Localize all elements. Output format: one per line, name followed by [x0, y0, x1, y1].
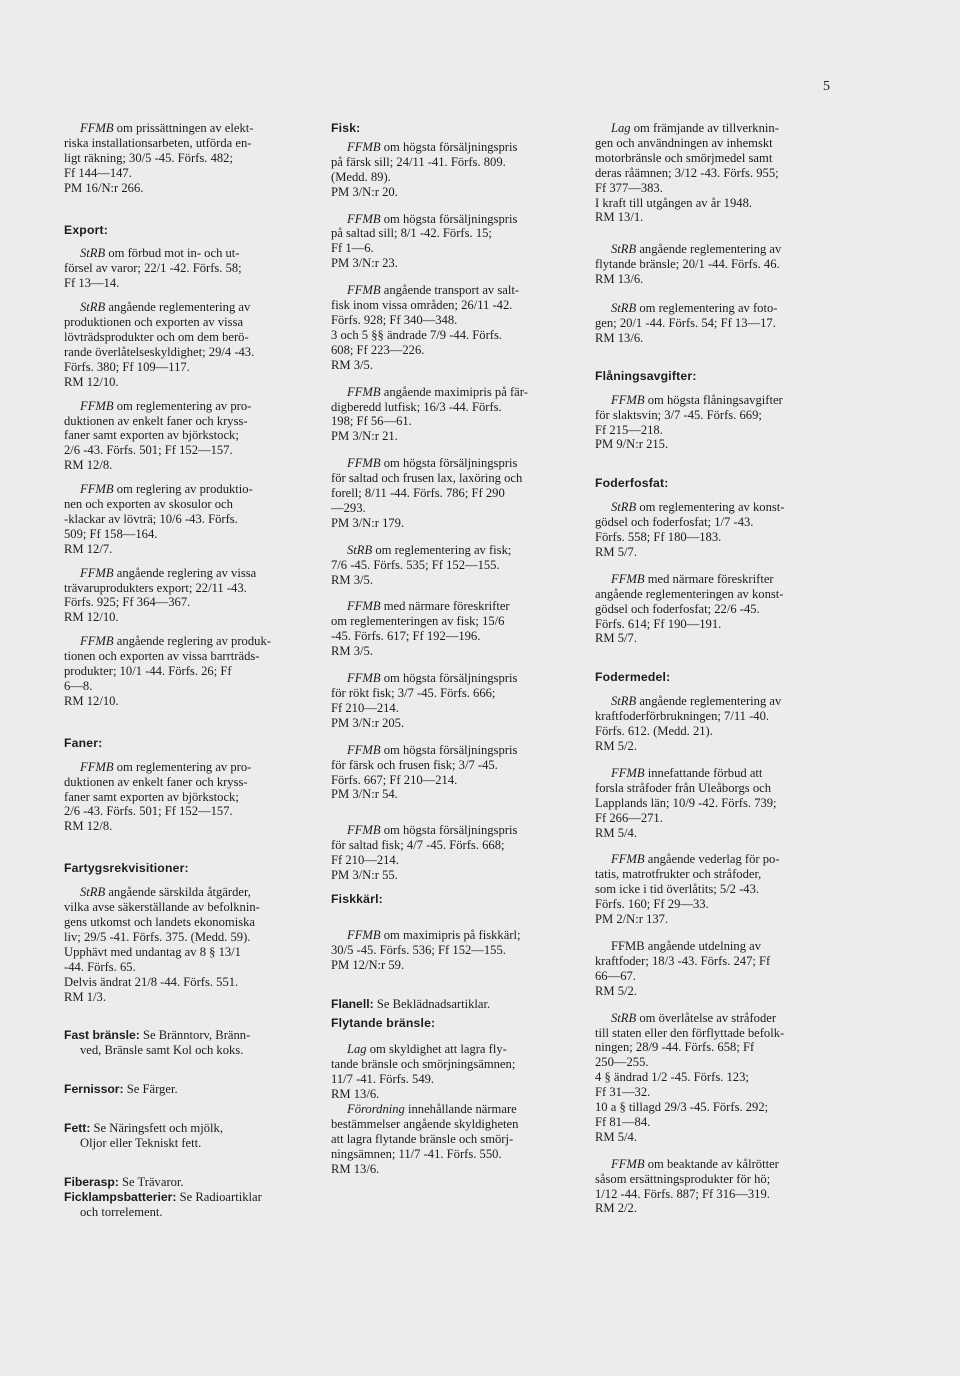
- entry-line: 30/5 -45. Förfs. 536; Ff 152—155.: [331, 942, 506, 957]
- entry-line: för slaktsvin; 3/7 -45. Förfs. 669;: [595, 407, 762, 422]
- entry-line: forsla stråfoder från Uleåborgs och: [595, 780, 772, 795]
- register-column-3: [595, 121, 843, 1216]
- entry-line: att lagra flytande bränsle och smörj-: [331, 1131, 514, 1146]
- entry-line: RM 12/7.: [64, 541, 113, 556]
- register-entry: [595, 242, 843, 287]
- entry-line: (Medd. 89).: [331, 169, 391, 184]
- entry-line: RM 3/5.: [331, 644, 373, 659]
- register-entry: [595, 694, 843, 754]
- entry-line: RM 5/2.: [595, 983, 637, 998]
- cross-reference-term: Fiberasp:: [64, 1174, 119, 1189]
- entry-line: Ff 266—271.: [595, 810, 663, 825]
- entry-line: ligt räkning; 30/5 -45. Förfs. 482;: [64, 150, 233, 165]
- entry-line: på saltad sill; 8/1 -42. Förfs. 15;: [331, 226, 492, 241]
- entry-line: Förfs. 160; Ff 29—33.: [595, 897, 709, 912]
- entry-line: FFMB om högsta försäljningspris: [347, 456, 518, 471]
- cross-reference: [64, 1175, 316, 1190]
- entry-line: FFMB om reglementering av pro-: [80, 398, 252, 413]
- entry-line: StRB om överlåtelse av stråfoder: [611, 1010, 777, 1025]
- register-entry: [595, 500, 843, 560]
- entry-line: 7/6 -45. Förfs. 535; Ff 152—155.: [331, 557, 500, 572]
- entry-line: Förordning innehållande närmare: [347, 1102, 517, 1117]
- entry-line: gens utkomst och landets ekonomiska: [64, 914, 255, 929]
- entry-line: tande bränsle och smörjningsämnen;: [331, 1057, 516, 1072]
- entry-line: StRB angående särskilda åtgärder,: [80, 885, 251, 900]
- entry-line: RM 13/6.: [331, 1161, 380, 1176]
- entry-line: 66—67.: [595, 968, 636, 983]
- entry-line: StRB angående reglementering av: [611, 694, 782, 709]
- entry-line: PM 3/N:r 23.: [331, 256, 398, 271]
- section-heading: Flåningsavgifter:: [595, 368, 697, 383]
- entry-line: Ff 1—6.: [331, 241, 374, 256]
- entry-line: RM 3/5.: [331, 357, 373, 372]
- entry-line: Lag om skyldighet att lagra fly-: [347, 1042, 507, 1057]
- register-entry: [331, 456, 579, 531]
- cross-reference: [64, 1121, 316, 1151]
- entry-line: riska installationsarbeten, utförda en-: [64, 135, 252, 150]
- entry-line: Lapplands län; 10/9 -42. Förfs. 739;: [595, 795, 777, 810]
- register-entry: [595, 1157, 843, 1217]
- entry-line: FFMB om högsta försäljningspris: [347, 823, 518, 838]
- entry-line: FFMB angående transport av salt-: [347, 283, 520, 298]
- entry-line: 4 § ändrad 1/2 -45. Förfs. 123;: [595, 1070, 749, 1085]
- section-heading: Flytande bränsle:: [331, 1015, 436, 1030]
- entry-line: 10 a § tillagd 29/3 -45. Förfs. 292;: [595, 1100, 769, 1115]
- entry-line: RM 3/5.: [331, 572, 373, 587]
- cross-reference-term: Fett:: [64, 1121, 91, 1136]
- entry-line: PM 3/N:r 205.: [331, 715, 405, 730]
- cross-reference-target: Se Näringsfett och mjölk,: [90, 1121, 223, 1136]
- register-entry: [331, 212, 579, 272]
- register-entry: [595, 121, 843, 225]
- entry-line: PM 2/N:r 137.: [595, 912, 669, 927]
- entry-line: gödsel och foderfosfat; 1/7 -43.: [595, 515, 754, 530]
- entry-line: 509; Ff 158—164.: [64, 526, 158, 541]
- entry-line: rande överlåtelseskyldighet; 29/4 -43.: [64, 344, 255, 359]
- entry-line: Förfs. 928; Ff 340—348.: [331, 312, 458, 327]
- entry-line: fisk inom vissa områden; 26/11 -42.: [331, 298, 513, 313]
- entry-line: faner samt exporten av björkstock;: [64, 789, 239, 804]
- entry-line: RM 5/4.: [595, 1129, 637, 1144]
- entry-line: trävaruprodukters export; 22/11 -43.: [64, 580, 247, 595]
- register-entry: [595, 939, 843, 999]
- entry-line: StRB om reglementering av foto-: [611, 301, 778, 316]
- entry-line: 2/6 -43. Förfs. 501; Ff 152—157.: [64, 804, 233, 819]
- page-number: 5: [823, 79, 830, 94]
- cross-reference-term: Fast bränsle:: [64, 1028, 140, 1043]
- entry-line: 2/6 -43. Förfs. 501; Ff 152—157.: [64, 443, 233, 458]
- entry-line: RM 5/7.: [595, 544, 637, 559]
- entry-line: Ff 13—14.: [64, 276, 120, 291]
- entry-line: FFMB med närmare föreskrifter: [347, 599, 510, 614]
- cross-reference: [64, 1190, 316, 1220]
- entry-line: PM 3/N:r 179.: [331, 515, 405, 530]
- entry-line: FFMB om högsta försäljningspris: [347, 742, 518, 757]
- entry-line: FFMB angående vederlag för po-: [611, 852, 780, 867]
- entry-line: nen och exporten av skosulor och: [64, 497, 233, 512]
- entry-line: duktionen av enkelt faner och kryss-: [64, 774, 248, 789]
- entry-line: RM 12/8.: [64, 819, 113, 834]
- section-heading: Fartygsrekvisitioner:: [64, 861, 189, 876]
- entry-line: som icke i tid överlåtits; 5/2 -43.: [595, 882, 760, 897]
- entry-line: 11/7 -41. Förfs. 549.: [331, 1072, 435, 1087]
- entry-line: Ff 81—84.: [595, 1114, 651, 1129]
- register-column-1: [64, 121, 316, 1220]
- section-heading: Export:: [64, 222, 109, 237]
- entry-line: Förfs. 612. (Medd. 21).: [595, 724, 713, 739]
- entry-line: 6—8.: [64, 679, 93, 693]
- entry-line: -klackar av lövträ; 10/6 -43. Förfs.: [64, 511, 238, 526]
- entry-line: PM 3/N:r 21.: [331, 429, 398, 444]
- register-entry: [331, 743, 579, 803]
- entry-line: faner samt exporten av björkstock;: [64, 428, 239, 443]
- entry-line: RM 12/10.: [64, 610, 119, 625]
- entry-line: vilka avse säkerställande av befolknin-: [64, 900, 260, 915]
- entry-line: RM 5/2.: [595, 739, 637, 753]
- cross-reference-target: Oljor eller Tekniskt fett.: [80, 1136, 202, 1151]
- register-entry: [595, 1011, 843, 1145]
- entry-line: Upphävt med undantag av 8 § 13/1: [64, 944, 241, 959]
- entry-line: Förfs. 667; Ff 210—214.: [331, 772, 458, 787]
- entry-line: I kraft till utgången av år 1948.: [595, 195, 753, 210]
- entry-line: FFMB om prissättningen av elekt-: [80, 121, 254, 135]
- entry-line: Lag om främjande av tillverknin-: [611, 121, 779, 135]
- entry-line: på färsk sill; 24/11 -41. Förfs. 809.: [331, 154, 506, 169]
- cross-reference-target: Se Bränntorv, Bränn-: [139, 1028, 251, 1043]
- entry-line: 198; Ff 56—61.: [331, 414, 412, 429]
- entry-line: liv; 29/5 -41. Förfs. 375. (Medd. 59).: [64, 929, 251, 944]
- entry-line: RM 12/8.: [64, 458, 113, 473]
- entry-line: FFMB om beaktande av kålrötter: [611, 1156, 779, 1171]
- entry-line: FFMB angående reglering av vissa: [80, 565, 257, 580]
- section-heading: Faner:: [64, 735, 103, 750]
- cross-reference: [64, 1082, 316, 1097]
- register-entry: [331, 1042, 579, 1102]
- section-heading: Fiskkärl:: [331, 891, 383, 906]
- entry-line: FFMB angående utdelning av: [611, 938, 762, 953]
- entry-line: PM 9/N:r 215.: [595, 437, 669, 452]
- register-entry: [64, 482, 316, 557]
- entry-line: ningen; 28/9 -44. Förfs. 658; Ff: [595, 1040, 755, 1055]
- entry-line: RM 13/6.: [595, 272, 644, 287]
- entry-line: PM 3/N:r 55.: [331, 868, 398, 883]
- entry-line: digberedd lutfisk; 16/3 -44. Förfs.: [331, 399, 502, 414]
- entry-line: tatis, matrotfrukter och stråfoder,: [595, 867, 762, 882]
- entry-line: PM 16/N:r 266.: [64, 180, 144, 195]
- entry-line: RM 13/1.: [595, 210, 644, 225]
- entry-line: Förfs. 925; Ff 364—367.: [64, 595, 191, 610]
- entry-line: kraftfoder; 18/3 -43. Förfs. 247; Ff: [595, 953, 771, 968]
- register-entry: [331, 543, 579, 588]
- entry-line: Förfs. 614; Ff 190—191.: [595, 616, 722, 631]
- entry-line: Ff 210—214.: [331, 700, 399, 715]
- register-entry: [64, 246, 316, 291]
- entry-line: Ff 377—383.: [595, 180, 663, 195]
- entry-line: angående reglementeringen av konst-: [595, 586, 784, 601]
- register-entry: [64, 300, 316, 389]
- entry-line: såsom ersättningsprodukter för hö;: [595, 1171, 771, 1186]
- entry-line: gen; 20/1 -44. Förfs. 54; Ff 13—17.: [595, 315, 776, 330]
- register-entry: [64, 760, 316, 835]
- register-entry: [64, 399, 316, 474]
- entry-line: tionen och exporten av vissa barrträds-: [64, 649, 260, 664]
- entry-line: FFMB om högsta försäljningspris: [347, 139, 518, 154]
- entry-line: FFMB om högsta flåningsavgifter: [611, 392, 783, 407]
- entry-line: RM 12/10.: [64, 374, 119, 389]
- entry-line: —293.: [331, 500, 366, 515]
- entry-line: gödsel och foderfosfat; 22/6 -45.: [595, 601, 760, 616]
- entry-line: deras råämnen; 3/12 -43. Förfs. 955;: [595, 165, 779, 180]
- cross-reference-term: Flanell:: [331, 996, 374, 1011]
- entry-line: RM 5/4.: [595, 825, 637, 840]
- entry-line: till staten eller den förflyttade befolk-: [595, 1025, 785, 1040]
- section-heading: Fodermedel:: [595, 670, 671, 685]
- register-entry: [331, 1102, 579, 1177]
- cross-reference-target: ved, Bränsle samt Kol och koks.: [80, 1043, 244, 1058]
- entry-line: produktionen och exporten av vissa: [64, 315, 244, 330]
- register-entry: [595, 852, 843, 927]
- cross-reference-term: Ficklampsbatterier:: [64, 1189, 177, 1204]
- entry-line: för färsk och frusen fisk; 3/7 -45.: [331, 757, 498, 772]
- entry-line: för rökt fisk; 3/7 -45. Förfs. 666;: [331, 686, 496, 700]
- cross-reference-target: Se Beklädnadsartiklar.: [373, 996, 491, 1011]
- register-entry: [331, 599, 579, 659]
- entry-line: lövträdsprodukter och om dem berö-: [64, 329, 249, 344]
- entry-line: för saltad och frusen lax, laxöring och: [331, 471, 523, 486]
- register-entry: [331, 140, 579, 200]
- register-entry: [595, 301, 843, 346]
- entry-line: 1/12 -44. Förfs. 887; Ff 316—319.: [595, 1186, 770, 1201]
- entry-line: FFMB om reglering av produktio-: [80, 482, 253, 497]
- entry-line: FFMB om maximipris på fiskkärl;: [347, 927, 521, 942]
- entry-line: duktionen av enkelt faner och kryss-: [64, 413, 248, 428]
- cross-reference-target: Se Färger.: [123, 1082, 178, 1097]
- entry-line: RM 12/10.: [64, 693, 119, 708]
- register-entry: [331, 823, 579, 883]
- entry-line: PM 12/N:r 59.: [331, 957, 405, 972]
- entry-line: FFMB om reglementering av pro-: [80, 759, 252, 774]
- entry-line: ningsämnen; 11/7 -41. Förfs. 550.: [331, 1146, 502, 1161]
- entry-line: FFMB angående reglering av produk-: [80, 634, 271, 649]
- entry-line: StRB angående reglementering av: [611, 242, 782, 257]
- entry-line: produkter; 10/1 -44. Förfs. 26; Ff: [64, 664, 232, 679]
- entry-line: PM 3/N:r 20.: [331, 184, 398, 199]
- register-entry: [331, 283, 579, 372]
- entry-line: 3 och 5 §§ ändrade 7/9 -44. Förfs.: [331, 327, 503, 342]
- entry-line: flytande bränsle; 20/1 -44. Förfs. 46.: [595, 257, 780, 272]
- entry-line: försel av varor; 22/1 -42. Förfs. 58;: [64, 261, 242, 276]
- section-heading: Fisk:: [331, 121, 361, 135]
- entry-line: Förfs. 380; Ff 109—117.: [64, 359, 190, 374]
- entry-line: Ff 215—218.: [595, 422, 663, 437]
- entry-line: 608; Ff 223—226.: [331, 342, 425, 357]
- entry-line: PM 3/N:r 54.: [331, 787, 398, 802]
- register-entry: [331, 928, 579, 973]
- entry-line: FFMB om högsta försäljningspris: [347, 211, 518, 226]
- entry-line: StRB om förbud mot in- och ut-: [80, 246, 240, 261]
- register-entry: [595, 572, 843, 647]
- entry-line: FFMB med närmare föreskrifter: [611, 571, 774, 586]
- entry-line: StRB om reglementering av fisk;: [347, 542, 512, 557]
- register-entry: [595, 766, 843, 841]
- entry-line: RM 5/7.: [595, 631, 637, 646]
- register-entry: [64, 885, 316, 1004]
- register-entry: [64, 634, 316, 709]
- entry-line: gen och användningen av inhemskt: [595, 135, 773, 150]
- cross-reference-term: Fernissor:: [64, 1082, 124, 1097]
- entry-line: -44. Förfs. 65.: [64, 959, 136, 974]
- register-entry: [331, 385, 579, 445]
- register-entry: [595, 393, 843, 453]
- entry-line: StRB angående reglementering av: [80, 300, 251, 315]
- entry-line: FFMB om högsta försäljningspris: [347, 671, 518, 686]
- entry-line: StRB om reglementering av konst-: [611, 500, 785, 515]
- entry-line: RM 13/6.: [331, 1087, 380, 1102]
- cross-reference: [331, 997, 579, 1012]
- entry-line: forell; 8/11 -44. Förfs. 786; Ff 290: [331, 486, 505, 501]
- entry-line: Ff 210—214.: [331, 853, 399, 868]
- entry-line: kraftfoderförbrukningen; 7/11 -40.: [595, 709, 770, 724]
- cross-reference: [64, 1028, 316, 1058]
- cross-reference-target: och torrelement.: [80, 1204, 163, 1219]
- cross-reference-target: Se Trävaror.: [118, 1174, 184, 1189]
- cross-reference-target: Se Radioartiklar: [176, 1189, 262, 1204]
- entry-line: Delvis ändrat 21/8 -44. Förfs. 551.: [64, 974, 239, 989]
- entry-line: RM 2/2.: [595, 1201, 637, 1216]
- entry-line: motorbränsle och smörjmedel samt: [595, 150, 773, 165]
- entry-line: RM 1/3.: [64, 989, 106, 1004]
- entry-line: -45. Förfs. 617; Ff 192—196.: [331, 629, 481, 644]
- entry-line: 250—255.: [595, 1055, 649, 1070]
- entry-line: för saltad fisk; 4/7 -45. Förfs. 668;: [331, 838, 505, 853]
- entry-line: Ff 144—147.: [64, 165, 132, 180]
- entry-line: Förfs. 558; Ff 180—183.: [595, 530, 722, 545]
- register-column-2: [331, 121, 579, 1177]
- register-entry: [331, 671, 579, 731]
- entry-line: bestämmelser angående skyldigheten: [331, 1116, 519, 1131]
- entry-line: Ff 31—32.: [595, 1085, 651, 1100]
- section-heading: Foderfosfat:: [595, 476, 669, 491]
- register-entry: [64, 121, 316, 196]
- register-entry: [64, 566, 316, 626]
- entry-line: FFMB innefattande förbud att: [611, 765, 763, 780]
- entry-line: FFMB angående maximipris på fär-: [347, 384, 528, 399]
- entry-line: RM 13/6.: [595, 330, 644, 345]
- entry-line: om reglementeringen av fisk; 15/6: [331, 614, 505, 629]
